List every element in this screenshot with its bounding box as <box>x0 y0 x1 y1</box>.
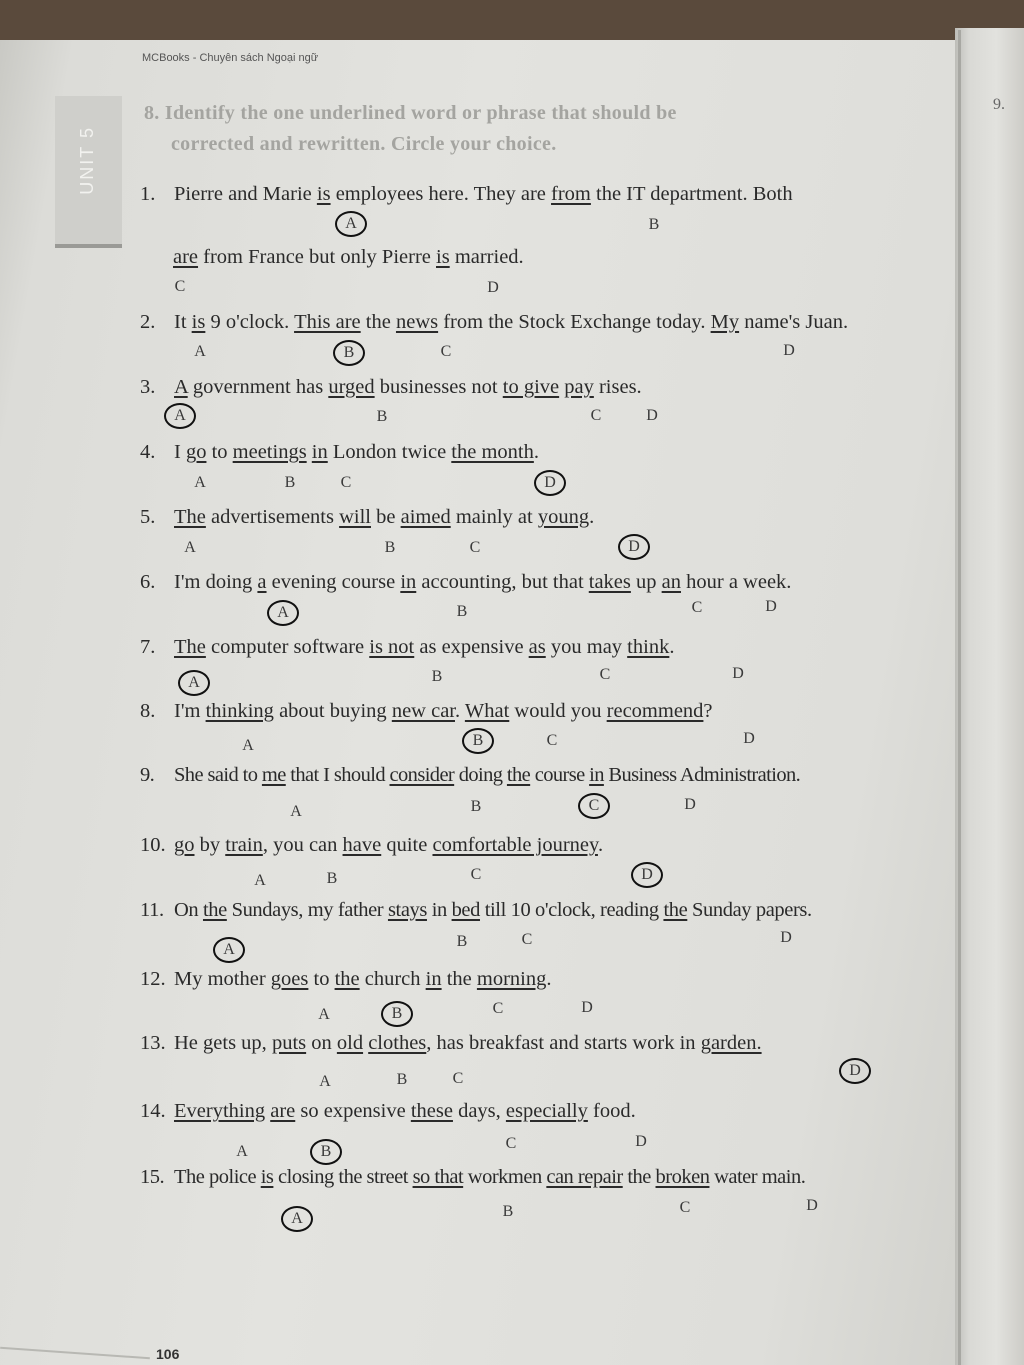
option-5-a[interactable]: A <box>184 539 196 556</box>
option-15-b[interactable]: B <box>502 1203 514 1220</box>
option-10-d[interactable]: D <box>627 866 667 884</box>
unit-side-tab <box>55 96 122 248</box>
option-1-c[interactable]: C <box>174 278 186 295</box>
question-7: 7. The computer software is not as expensive as you may think. <box>140 636 675 658</box>
option-1-b[interactable]: B <box>648 216 660 233</box>
option-3-a[interactable]: A <box>160 407 200 425</box>
question-6: 6. I'm doing a evening course in accounting, but that takes up an hour a week. <box>140 571 792 593</box>
question-1-line-2: are from France but only Pierre is married. <box>173 246 524 268</box>
option-10-a[interactable]: A <box>254 872 266 889</box>
exercise-instruction <box>144 98 864 160</box>
option-12-b[interactable]: B <box>377 1005 417 1023</box>
question-4: 4. I go to meetings in London twice the month. <box>140 441 539 463</box>
unit-tab-label: UNIT 5 <box>77 126 97 195</box>
instruction-line-1: 8. Identify the one underlined word or phrase that should be <box>144 102 677 124</box>
option-2-b[interactable]: B <box>329 344 369 362</box>
question-12: 12. My mother goes to the church in the morning. <box>140 968 552 990</box>
option-2-a[interactable]: A <box>194 343 206 360</box>
option-7-a[interactable]: A <box>174 674 214 692</box>
option-8-b[interactable]: B <box>458 732 498 750</box>
question-2: 2. It is 9 o'clock. This are the news from the Stock Exchange today. My name's Juan. <box>140 311 849 333</box>
page-fold <box>958 30 961 1365</box>
next-page-edge <box>955 28 1024 1365</box>
option-4-c[interactable]: C <box>340 474 352 491</box>
option-6-d[interactable]: D <box>765 598 777 615</box>
question-10: 10. go by train, you can have quite comfortable journey. <box>140 834 604 856</box>
instruction-line-2: corrected and rewritten. Circle your choice. <box>171 133 557 155</box>
option-9-d[interactable]: D <box>684 796 696 813</box>
option-1-a[interactable]: A <box>331 215 371 233</box>
option-1-d[interactable]: D <box>487 279 499 296</box>
question-9: 9. She said to me that I should consider doing the course in Business Administration. <box>140 764 801 786</box>
option-13-a[interactable]: A <box>319 1073 331 1090</box>
book-header: MCBooks - Chuyên sách Ngoại ngữ <box>142 52 319 64</box>
option-14-a[interactable]: A <box>236 1143 248 1160</box>
option-8-a[interactable]: A <box>242 737 254 754</box>
option-8-c[interactable]: C <box>546 732 558 749</box>
option-9-c[interactable]: C <box>574 797 614 815</box>
option-6-a[interactable]: A <box>263 604 303 622</box>
question-14: 14. Everything are so expensive these days, especially food. <box>140 1100 636 1122</box>
option-8-d[interactable]: D <box>743 730 755 747</box>
question-5: 5. The advertisements will be aimed mainly at young. <box>140 506 595 528</box>
page-number: 106 <box>156 1346 180 1362</box>
question-3: 3. A government has urged businesses not to give pay rises. <box>140 376 642 398</box>
option-14-d[interactable]: D <box>635 1133 647 1150</box>
option-14-b[interactable]: B <box>306 1143 346 1161</box>
option-15-d[interactable]: D <box>806 1197 818 1214</box>
option-14-c[interactable]: C <box>505 1135 517 1152</box>
option-7-b[interactable]: B <box>431 668 443 685</box>
option-6-b[interactable]: B <box>456 603 468 620</box>
option-12-c[interactable]: C <box>492 1000 504 1017</box>
option-13-b[interactable]: B <box>396 1071 408 1088</box>
option-5-b[interactable]: B <box>384 539 396 556</box>
option-5-d[interactable]: D <box>614 538 654 556</box>
option-11-b[interactable]: B <box>456 933 468 950</box>
option-12-a[interactable]: A <box>318 1006 330 1023</box>
option-4-a[interactable]: A <box>194 474 206 491</box>
option-2-c[interactable]: C <box>440 343 452 360</box>
option-5-c[interactable]: C <box>469 539 481 556</box>
option-13-d[interactable]: D <box>835 1062 875 1080</box>
option-9-a[interactable]: A <box>290 803 302 820</box>
next-page-exercise-number: 9. <box>993 96 1005 113</box>
option-9-b[interactable]: B <box>470 798 482 815</box>
option-4-b[interactable]: B <box>284 474 296 491</box>
option-11-d[interactable]: D <box>780 929 792 946</box>
question-15: 15. The police is closing the street so that workmen can repair the broken water main. <box>140 1166 806 1188</box>
option-11-a[interactable]: A <box>209 941 249 959</box>
question-1: 1. Pierre and Marie is employees here. They are from the IT department. Both <box>140 183 793 205</box>
option-10-c[interactable]: C <box>470 866 482 883</box>
question-13: 13. He gets up, puts on old clothes, has breakfast and starts work in garden. <box>140 1032 762 1054</box>
option-3-d[interactable]: D <box>646 407 658 424</box>
question-11: 11. On the Sundays, my father stays in bed till 10 o'clock, reading the Sunday papers. <box>140 899 812 921</box>
option-6-c[interactable]: C <box>691 599 703 616</box>
option-2-d[interactable]: D <box>783 342 795 359</box>
question-8: 8. I'm thinking about buying new car. What would you recommend? <box>140 700 713 722</box>
option-7-c[interactable]: C <box>599 666 611 683</box>
option-3-b[interactable]: B <box>376 408 388 425</box>
option-4-d[interactable]: D <box>530 474 570 492</box>
option-11-c[interactable]: C <box>521 931 533 948</box>
option-7-d[interactable]: D <box>732 665 744 682</box>
option-15-a[interactable]: A <box>277 1210 317 1228</box>
option-15-c[interactable]: C <box>679 1199 691 1216</box>
option-13-c[interactable]: C <box>452 1070 464 1087</box>
option-3-c[interactable]: C <box>590 407 602 424</box>
option-12-d[interactable]: D <box>581 999 593 1016</box>
option-10-b[interactable]: B <box>326 870 338 887</box>
